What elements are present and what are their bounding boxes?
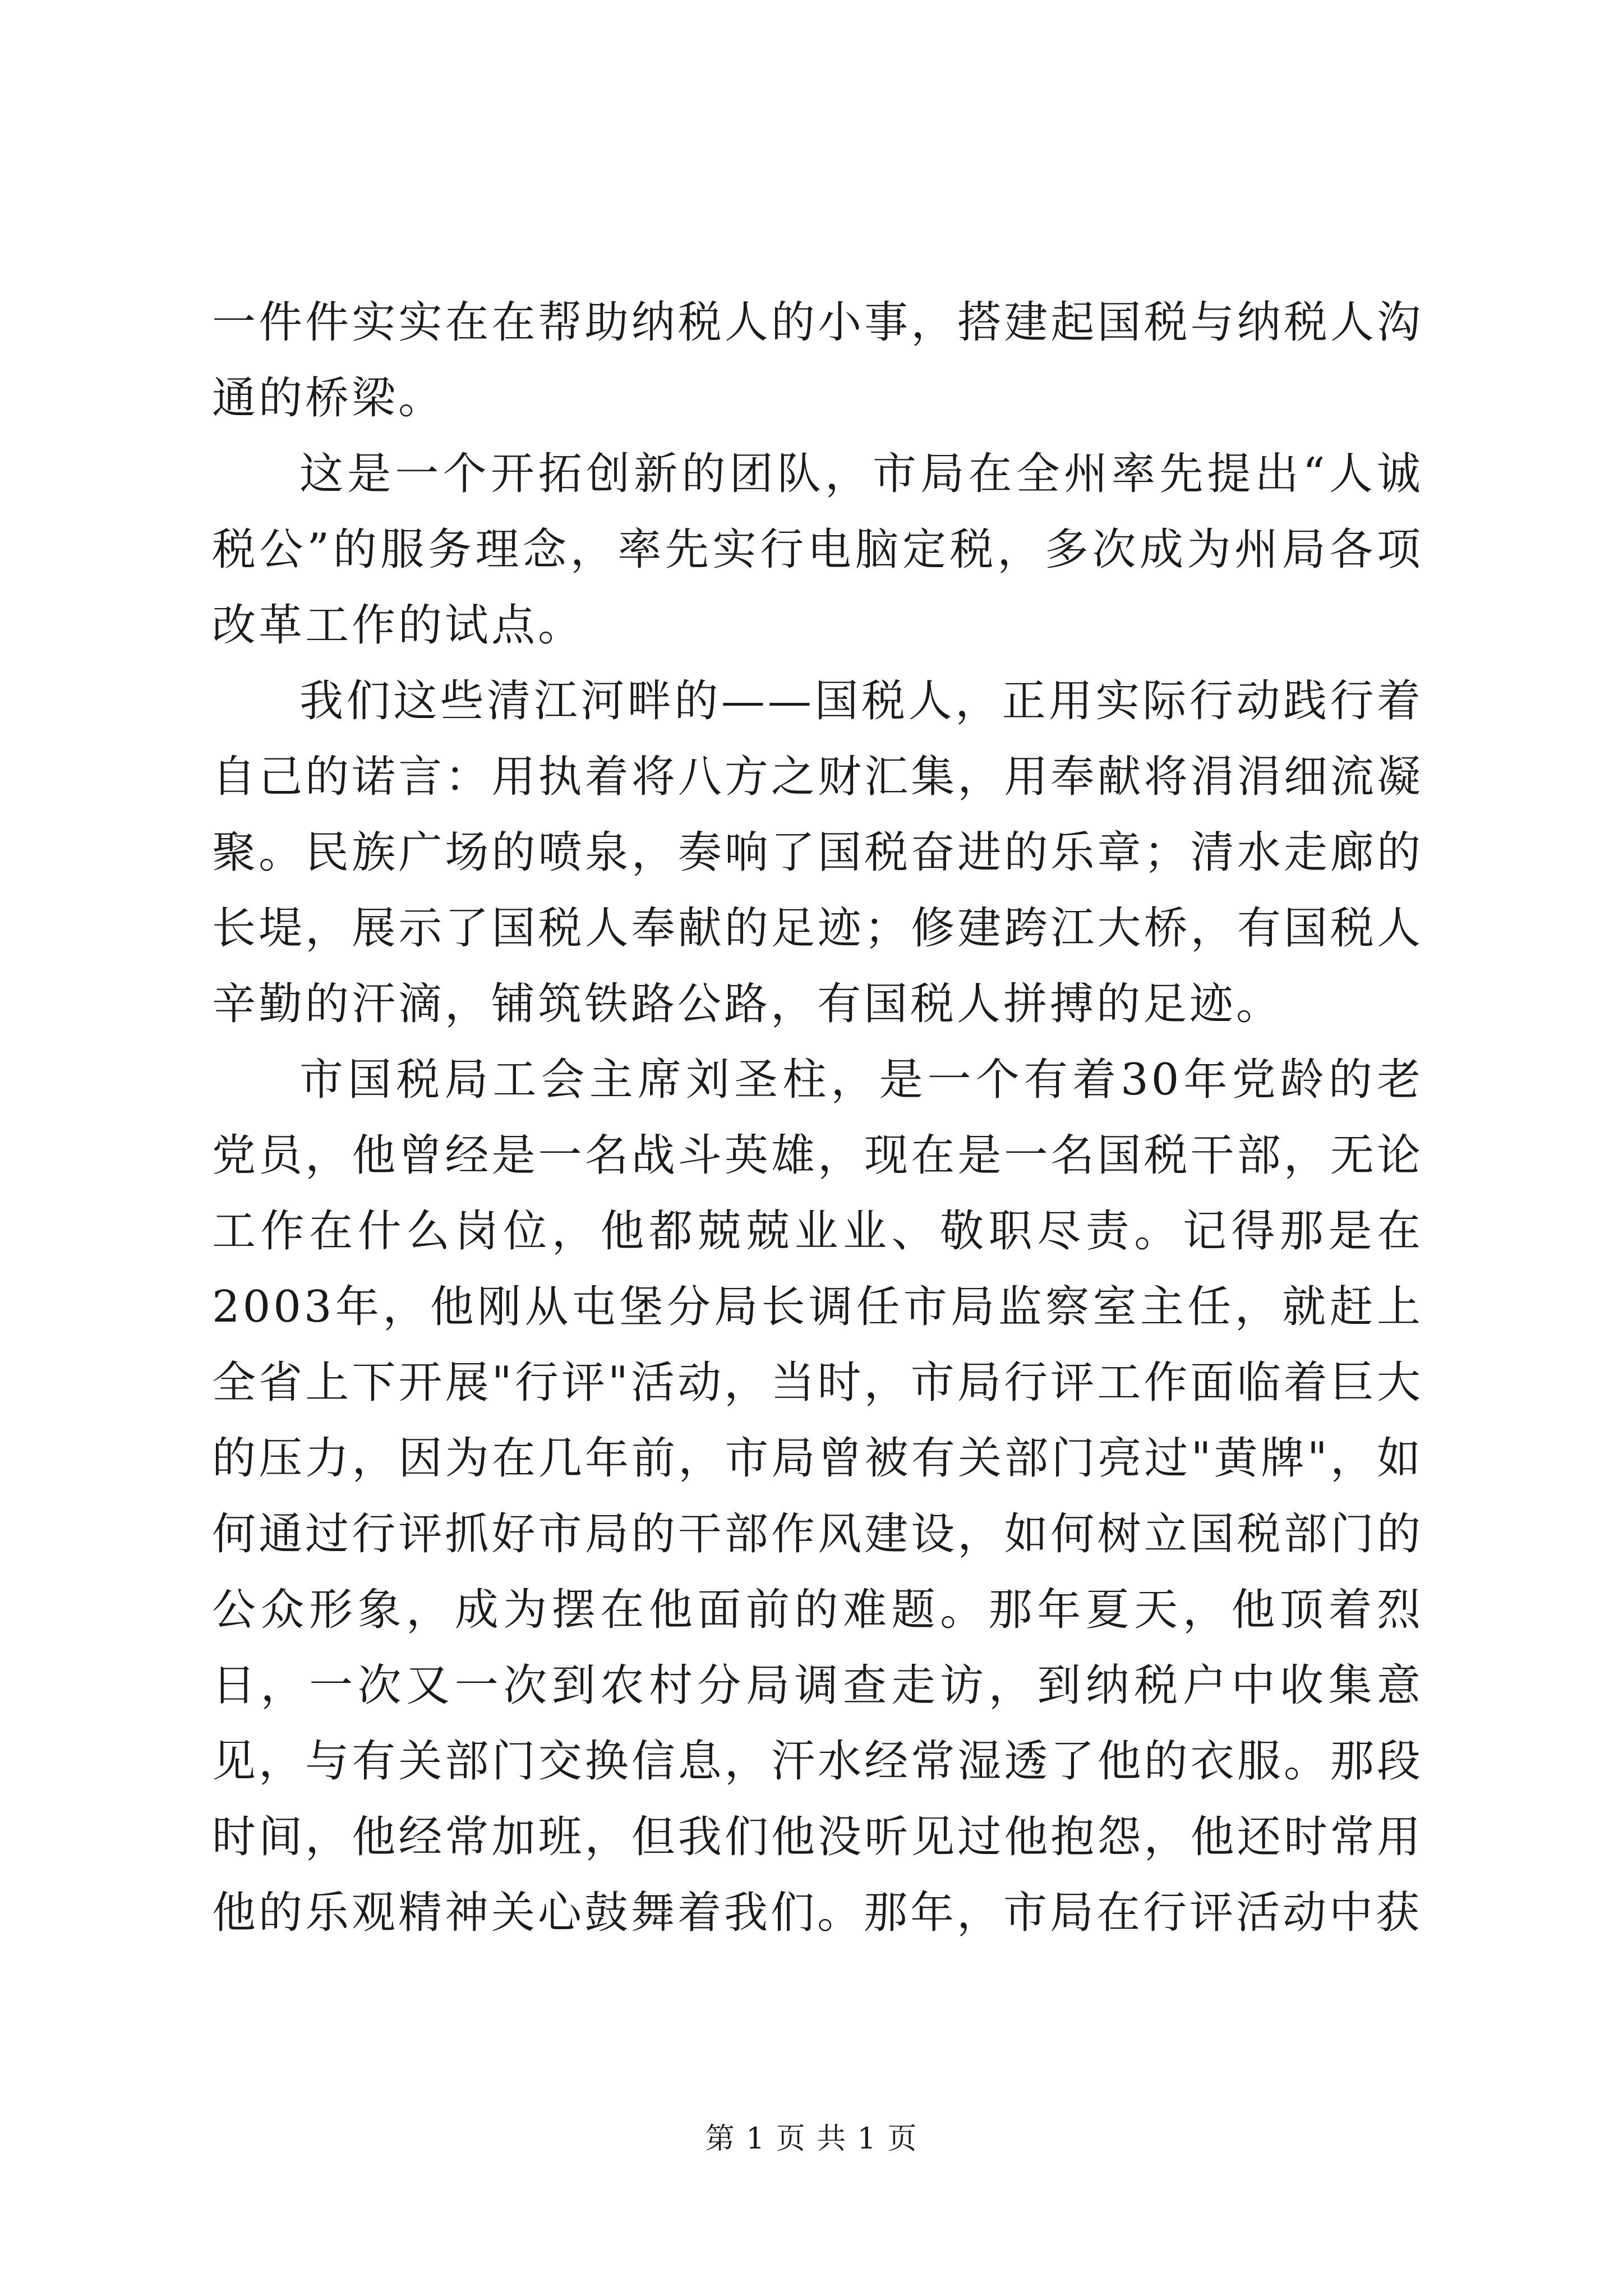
paragraph-3: 我们这些清江河畔的——国税人，正用实际行动践行着自己的诺言：用执着将八方之财汇集，用奉献将涓涓细流凝聚。民族广场的喷泉，奏响了国税奋进的乐章；清水走廊的长堤，展示了国税人奉献的足迹；修建跨江大桥，有国税人辛勤的汗滴，铺筑铁路公路，有国税人拼搏的足迹。 (212, 676, 1423, 1029)
document-body (212, 285, 1423, 1951)
paragraph-4: 市国税局工会主席刘圣柱，是一个有着30年党龄的老党员，他曾经是一名战斗英雄，现在是一名国税干部，无论工作在什么岗位，他都兢兢业业、敬职尽责。记得那是在2003年，他刚从屯堡分局长调任市局监察室主任，就赶上全省上下开展"行评"活动，当时，市局行评工作面临着巨大的压力，因为在几年前，市局曾被有关部门亮过"黄牌"，如何通过行评抓好市局的干部作风建设，如何树立国税部门的公众形象，成为摆在他面前的难题。那年夏天，他顶着烈日，一次又一次到农村分局调查走访，到纳税户中收集意见，与有关部门交换信息，汗水经常湿透了他的衣服。那段时间，他经常加班，但我们他没听见过他抱怨，他还时常用他的乐观精神关心鼓舞着我们。那年，市局在行评活动中获 (212, 1055, 1423, 1938)
page-footer: 第 1 页 共 1 页 (705, 2122, 918, 2156)
paragraph-1: 一件件实实在在帮助纳税人的小事，搭建起国税与纳税人沟通的桥梁。 (212, 297, 1423, 424)
paragraph-2: 这是一个开拓创新的团队，市局在全州率先提出“人诚税公”的服务理念，率先实行电脑定税，多次成为州局各项改革工作的试点。 (212, 449, 1423, 651)
